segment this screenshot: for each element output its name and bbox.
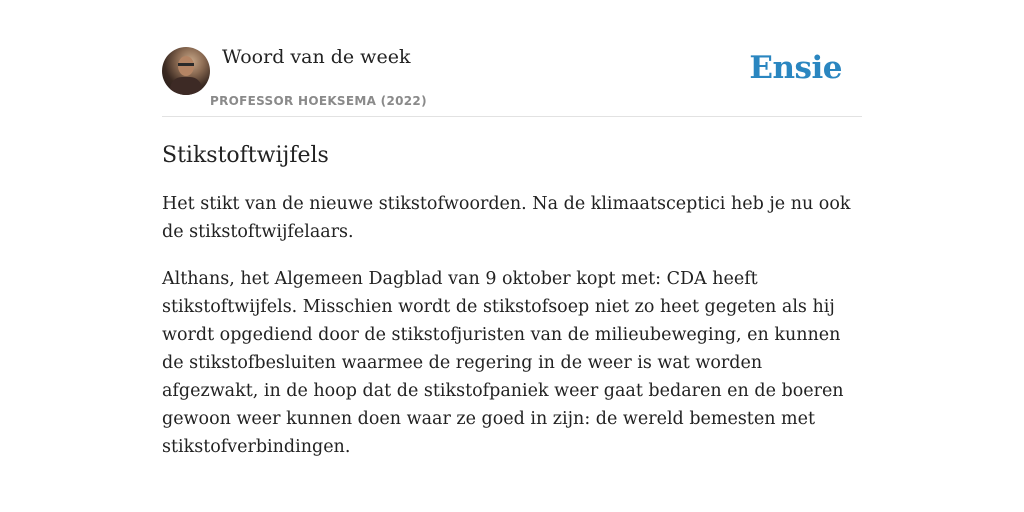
column-title[interactable]: Woord van de week [222,46,411,68]
article-paragraph: Het stikt van de nieuwe stikstofwoorden. Na de klimaatsceptici heb je nu ook de stikstoftwijfelaars. [162,194,851,242]
avatar-face-shape [178,56,194,76]
article-paragraph: Althans, het Algemeen Dagblad van 9 oktober kopt met: CDA heeft stikstoftwijfels. Misschien wordt de stikstofsoep niet zo heet gegeten als hij wordt opgediend door de stikstofjuristen van de milieubeweging, en kunnen de stikstofbesluiten waarmee de regering in de weer is wat worden afgezwakt, in de hoop dat de stikstofpaniek weer gaat bedaren en de boeren gewoon weer kunnen doen waar ze goed in zijn: de wereld bemesten met stikstofverbindingen. [162,269,844,457]
article-header [162,44,862,117]
avatar-glasses-shape [178,63,194,66]
author-name[interactable]: PROFESSOR HOEKSEMA (2022) [210,94,427,108]
article-title: Stikstoftwijfels [162,143,329,168]
article-card [162,44,862,461]
author-avatar[interactable] [162,47,210,95]
avatar-body-shape [170,77,202,95]
brand-logo[interactable]: Ensie [749,50,842,86]
